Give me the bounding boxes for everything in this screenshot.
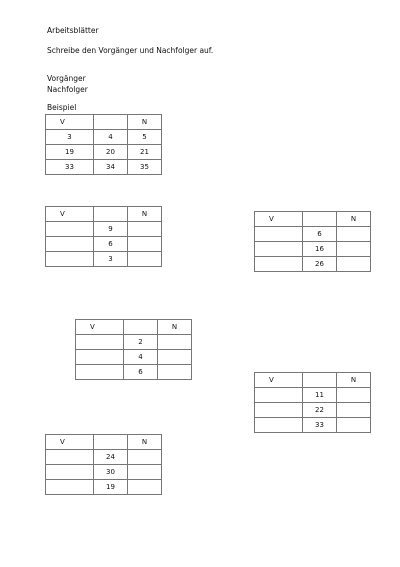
exercise-table-3 (75, 319, 192, 380)
header-number (124, 320, 158, 335)
number-cell: 3 (94, 252, 128, 267)
table-header-row (255, 212, 371, 227)
header-successor: N (128, 207, 162, 222)
predecessor-cell[interactable] (255, 388, 303, 403)
predecessor-cell[interactable] (255, 418, 303, 433)
successor-cell[interactable] (128, 450, 162, 465)
successor-cell[interactable] (337, 227, 371, 242)
predecessor-cell: 3 (46, 130, 94, 145)
table-row (46, 222, 162, 237)
page-title: Arbeitsblätter (47, 26, 99, 35)
header-number (94, 207, 128, 222)
number-cell: 26 (303, 257, 337, 272)
predecessor-cell[interactable] (46, 480, 94, 495)
table-row (255, 242, 371, 257)
header-predecessor: V (255, 212, 303, 227)
successor-cell: 35 (128, 160, 162, 175)
predecessor-cell: 33 (46, 160, 94, 175)
successor-cell[interactable] (337, 418, 371, 433)
predecessor-cell[interactable] (46, 465, 94, 480)
table-row (255, 388, 371, 403)
predecessor-cell[interactable] (46, 237, 94, 252)
successor-cell[interactable] (158, 350, 192, 365)
header-number (303, 212, 337, 227)
header-predecessor: V (76, 320, 124, 335)
table-row (46, 480, 162, 495)
table-header-row (255, 373, 371, 388)
legend-successor: Nachfolger (47, 85, 88, 94)
successor-cell[interactable] (337, 242, 371, 257)
table-header-row (46, 115, 162, 130)
header-successor: N (128, 115, 162, 130)
predecessor-cell[interactable] (46, 252, 94, 267)
number-cell: 30 (94, 465, 128, 480)
table-row (255, 418, 371, 433)
header-successor: N (128, 435, 162, 450)
number-cell: 9 (94, 222, 128, 237)
example-label: Beispiel (47, 103, 77, 112)
successor-cell[interactable] (337, 257, 371, 272)
table-row (76, 335, 192, 350)
table-row (255, 227, 371, 242)
number-cell: 16 (303, 242, 337, 257)
predecessor-cell[interactable] (46, 222, 94, 237)
number-cell: 20 (94, 145, 128, 160)
number-cell: 4 (124, 350, 158, 365)
successor-cell[interactable] (158, 365, 192, 380)
successor-cell: 5 (128, 130, 162, 145)
header-successor: N (337, 373, 371, 388)
number-cell: 6 (124, 365, 158, 380)
exercise-table-1 (45, 206, 162, 267)
predecessor-cell[interactable] (255, 227, 303, 242)
number-cell: 2 (124, 335, 158, 350)
header-predecessor: V (46, 115, 94, 130)
predecessor-cell[interactable] (255, 403, 303, 418)
successor-cell: 21 (128, 145, 162, 160)
exercise-table-4 (254, 372, 371, 433)
exercise-table-2 (254, 211, 371, 272)
table-row (46, 160, 162, 175)
predecessor-cell[interactable] (76, 350, 124, 365)
table-row (76, 365, 192, 380)
number-cell: 33 (303, 418, 337, 433)
number-cell: 24 (94, 450, 128, 465)
header-number (303, 373, 337, 388)
table-row (76, 350, 192, 365)
exercise-table-5 (45, 434, 162, 495)
header-number (94, 435, 128, 450)
table-row (46, 465, 162, 480)
instruction-text: Schreibe den Vorgänger und Nachfolger auf. (47, 46, 214, 55)
successor-cell[interactable] (128, 237, 162, 252)
number-cell: 4 (94, 130, 128, 145)
header-successor: N (158, 320, 192, 335)
successor-cell[interactable] (128, 465, 162, 480)
successor-cell[interactable] (337, 388, 371, 403)
predecessor-cell[interactable] (76, 335, 124, 350)
table-row (255, 403, 371, 418)
number-cell: 22 (303, 403, 337, 418)
example-table (45, 114, 162, 175)
table-header-row (46, 207, 162, 222)
number-cell: 6 (94, 237, 128, 252)
table-row (46, 145, 162, 160)
table-row (255, 257, 371, 272)
successor-cell[interactable] (128, 480, 162, 495)
legend-predecessor: Vorgänger (47, 74, 86, 83)
header-predecessor: V (46, 435, 94, 450)
table-row (46, 252, 162, 267)
header-successor: N (337, 212, 371, 227)
predecessor-cell[interactable] (255, 257, 303, 272)
table-header-row (46, 435, 162, 450)
header-predecessor: V (46, 207, 94, 222)
successor-cell[interactable] (128, 252, 162, 267)
successor-cell[interactable] (337, 403, 371, 418)
number-cell: 11 (303, 388, 337, 403)
predecessor-cell[interactable] (46, 450, 94, 465)
number-cell: 34 (94, 160, 128, 175)
number-cell: 19 (94, 480, 128, 495)
predecessor-cell[interactable] (76, 365, 124, 380)
number-cell: 6 (303, 227, 337, 242)
header-number (94, 115, 128, 130)
predecessor-cell[interactable] (255, 242, 303, 257)
header-predecessor: V (255, 373, 303, 388)
predecessor-cell: 19 (46, 145, 94, 160)
table-row (46, 237, 162, 252)
successor-cell[interactable] (128, 222, 162, 237)
table-row (46, 450, 162, 465)
successor-cell[interactable] (158, 335, 192, 350)
table-header-row (76, 320, 192, 335)
table-row (46, 130, 162, 145)
